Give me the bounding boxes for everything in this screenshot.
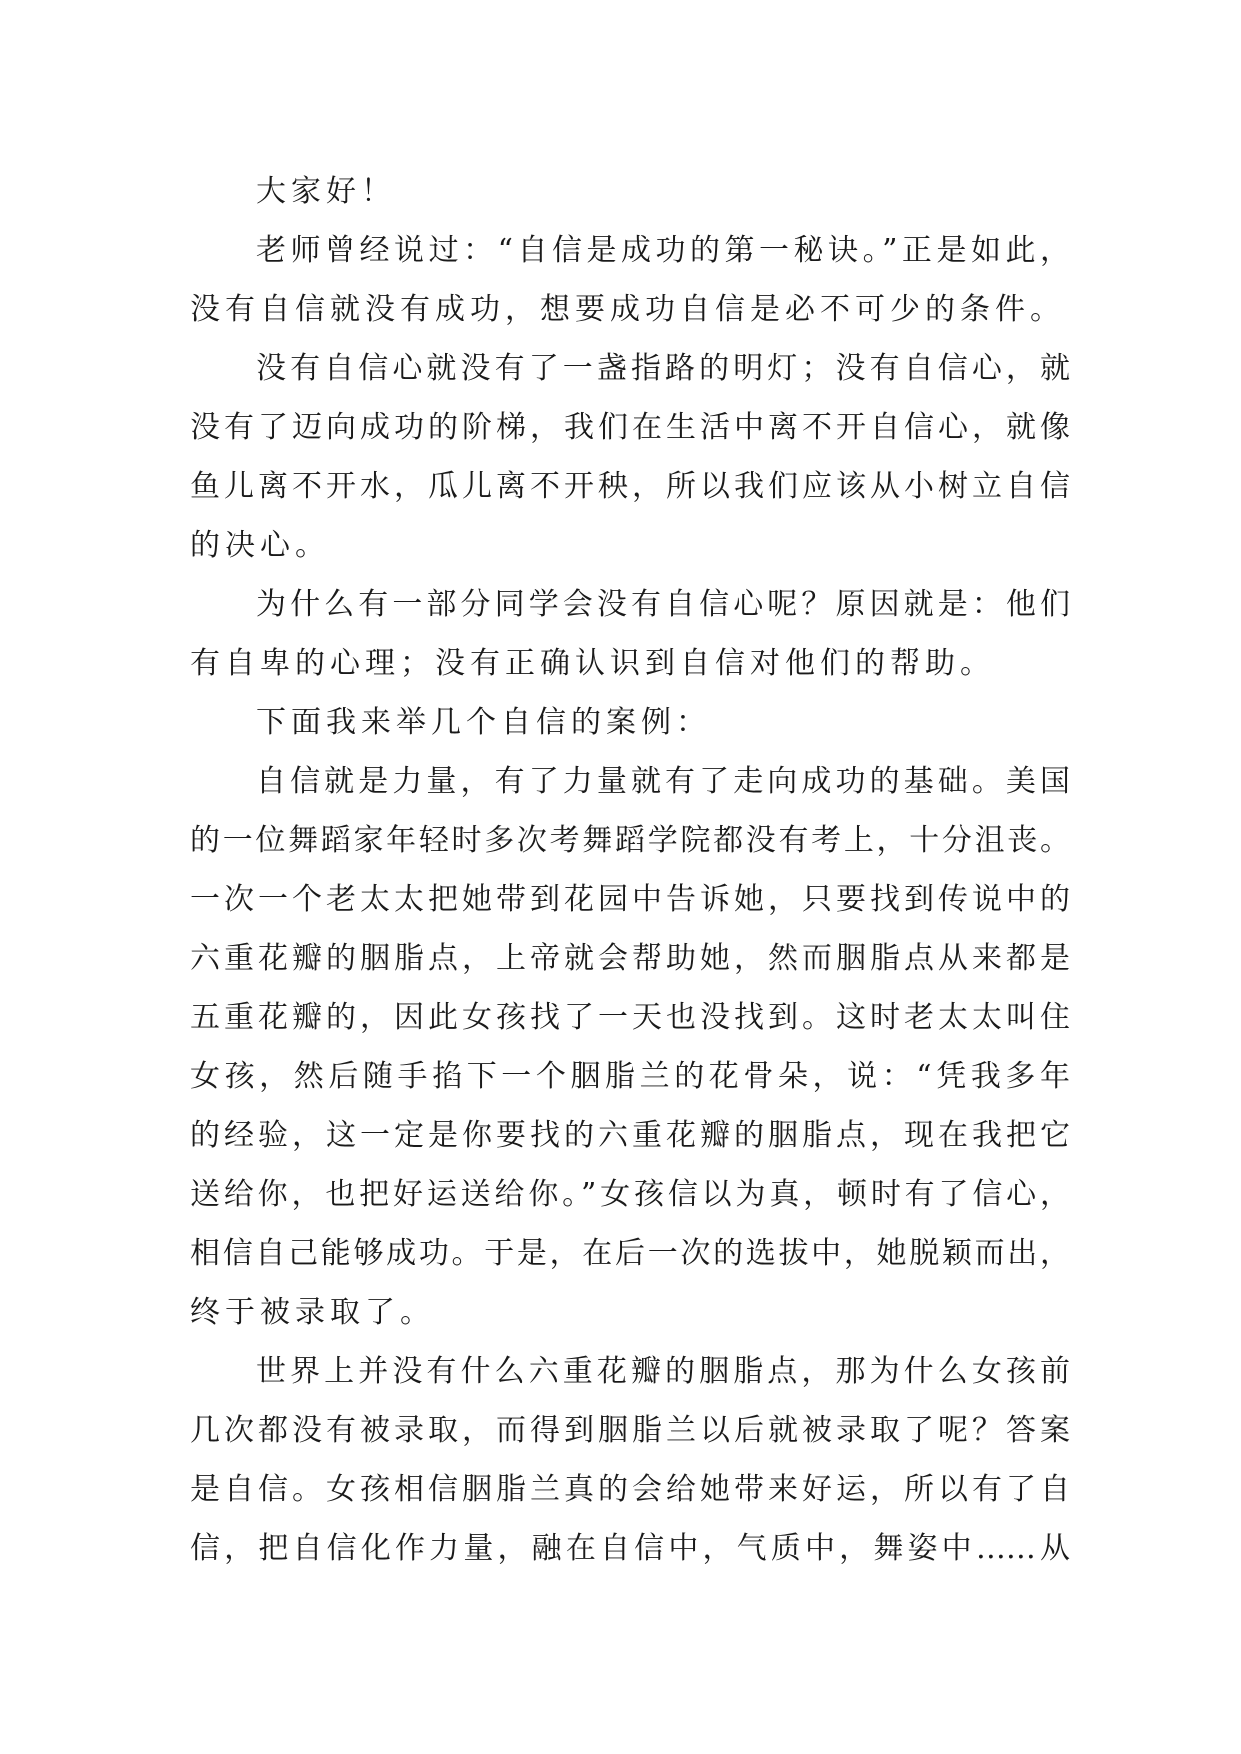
paragraph-line: 送给你，也把好运送给你。”女孩信以为真，顿时有了信心， (190, 1177, 1070, 1212)
paragraph-line: 终于被录取了。 (190, 1295, 435, 1330)
paragraph-line: 老师曾经说过：“自信是成功的第一秘诀。”正是如此， (256, 233, 1070, 268)
paragraph-line: 一次一个老太太把她带到花园中告诉她，只要找到传说中的 (190, 882, 1070, 917)
paragraph-line: 自信就是力量，有了力量就有了走向成功的基础。美国 (256, 764, 1070, 799)
paragraph-line: 的一位舞蹈家年轻时多次考舞蹈学院都没有考上，十分沮丧。 (190, 823, 1070, 858)
paragraph-line: 没有自信心就没有了一盏指路的明灯；没有自信心，就 (256, 351, 1070, 386)
paragraph-line: 有自卑的心理；没有正确认识到自信对他们的帮助。 (190, 646, 995, 681)
paragraph-line: 为什么有一部分同学会没有自信心呢？原因就是：他们 (256, 587, 1070, 622)
paragraph-line: 没有了迈向成功的阶梯，我们在生活中离不开自信心，就像 (190, 410, 1070, 445)
paragraph-line: 五重花瓣的，因此女孩找了一天也没找到。这时老太太叫住 (190, 1000, 1070, 1035)
paragraph-line: 六重花瓣的胭脂点，上帝就会帮助她，然而胭脂点从来都是 (190, 941, 1070, 976)
paragraph-line: 几次都没有被录取，而得到胭脂兰以后就被录取了呢？答案 (190, 1413, 1070, 1448)
paragraph-line: 的决心。 (190, 528, 330, 563)
paragraph-line: 的经验，这一定是你要找的六重花瓣的胭脂点，现在我把它 (190, 1118, 1070, 1153)
paragraph-line: 下面我来举几个自信的案例： (256, 705, 711, 740)
paragraph-line: 女孩，然后随手掐下一个胭脂兰的花骨朵，说：“凭我多年 (190, 1059, 1070, 1094)
greeting-line: 大家好！ (256, 174, 396, 209)
paragraph-line: 世界上并没有什么六重花瓣的胭脂点，那为什么女孩前 (256, 1354, 1070, 1389)
paragraph-line: 是自信。女孩相信胭脂兰真的会给她带来好运，所以有了自 (190, 1472, 1070, 1507)
document-body (190, 162, 1070, 1578)
paragraph-line: 相信自己能够成功。于是，在后一次的选拔中，她脱颖而出， (190, 1236, 1070, 1271)
paragraph-line: 没有自信就没有成功，想要成功自信是必不可少的条件。 (190, 292, 1065, 327)
paragraph-line: 信，把自信化作力量，融在自信中，气质中，舞姿中……从 (190, 1531, 1070, 1566)
paragraph-line: 鱼儿离不开水，瓜儿离不开秧，所以我们应该从小树立自信 (190, 469, 1070, 504)
